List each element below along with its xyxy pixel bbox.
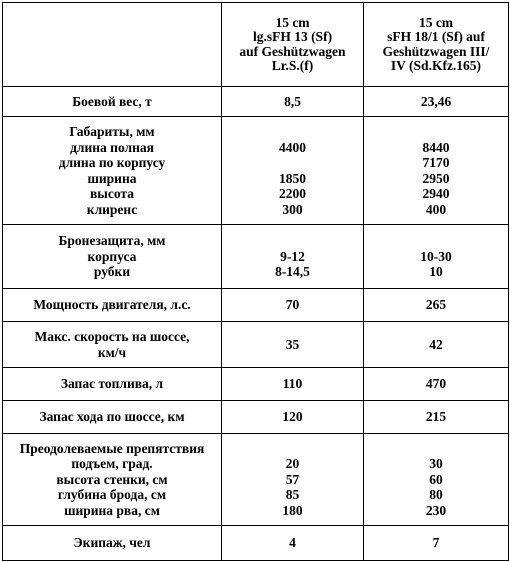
value-vehicle-2: 8440 7170 2950 2940 400 xyxy=(364,117,509,225)
row-crew xyxy=(3,526,509,561)
value-vehicle-1: 70 xyxy=(222,289,364,322)
value-vehicle-2: 10-30 10 xyxy=(364,225,509,289)
row-label: Бронезащита, мм корпуса рубки xyxy=(3,225,222,289)
row-max-speed xyxy=(3,322,509,368)
row-label: Запас хода по шоссе, км xyxy=(3,401,222,434)
row-label: Мощность двигателя, л.с. xyxy=(3,289,222,322)
header-row xyxy=(3,3,509,87)
specification-table xyxy=(2,2,509,561)
row-obstacles xyxy=(3,434,509,526)
value-vehicle-1: 9-12 8-14,5 xyxy=(222,225,364,289)
row-range xyxy=(3,401,509,434)
row-label: Экипаж, чел xyxy=(3,526,222,561)
value-vehicle-1: 120 xyxy=(222,401,364,434)
row-armor xyxy=(3,225,509,289)
header-empty-cell xyxy=(3,3,222,87)
value-vehicle-2: 215 xyxy=(364,401,509,434)
row-label: Боевой вес, т xyxy=(3,87,222,117)
header-vehicle-1: 15 cm lg.sFH 13 (Sf) auf Geshützwagen Lr.S.(f) xyxy=(222,3,364,87)
value-vehicle-1: 35 xyxy=(222,322,364,368)
value-vehicle-1: 4400 1850 2200 300 xyxy=(222,117,364,225)
header-vehicle-2: 15 cm sFH 18/1 (Sf) auf Geshützwagen III/ IV (Sd.Kfz.165) xyxy=(364,3,509,87)
value-vehicle-1: 20 57 85 180 xyxy=(222,434,364,526)
value-vehicle-2: 470 xyxy=(364,368,509,401)
row-weight xyxy=(3,87,509,117)
row-dimensions xyxy=(3,117,509,225)
value-vehicle-1: 8,5 xyxy=(222,87,364,117)
value-vehicle-1: 4 xyxy=(222,526,364,561)
row-label: Преодолеваемые препятствия подъем, град. высота стенки, см глубина брода, см ширина рва, см xyxy=(3,434,222,526)
value-vehicle-2: 23,46 xyxy=(364,87,509,117)
row-engine-power xyxy=(3,289,509,322)
row-label: Макс. скорость на шоссе, км/ч xyxy=(3,322,222,368)
value-vehicle-2: 265 xyxy=(364,289,509,322)
value-vehicle-1: 110 xyxy=(222,368,364,401)
value-vehicle-2: 30 60 80 230 xyxy=(364,434,509,526)
value-vehicle-2: 7 xyxy=(364,526,509,561)
row-label: Запас топлива, л xyxy=(3,368,222,401)
row-label: Габариты, мм длина полная длина по корпусу ширина высота клиренс xyxy=(3,117,222,225)
row-fuel xyxy=(3,368,509,401)
value-vehicle-2: 42 xyxy=(364,322,509,368)
